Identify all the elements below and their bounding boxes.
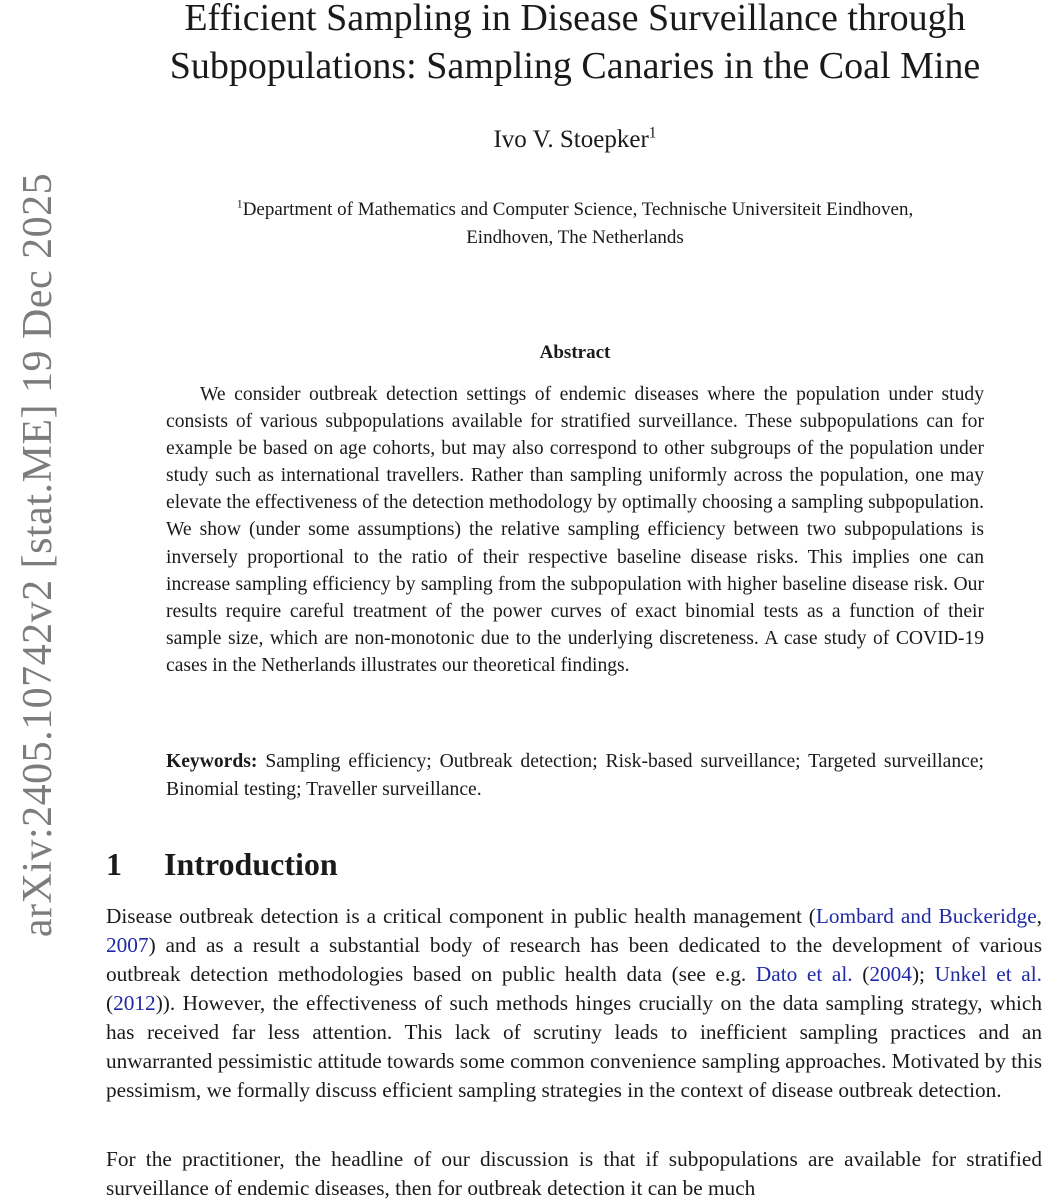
citation-link-lombard[interactable]: Lombard and Buckeridge: [815, 904, 1037, 928]
abstract-text: We consider outbreak detection settings of endemic diseases where the population under study consists of various subpopulations available for stratified surveillance. These subpopulations can for example be based on age cohorts, but may also correspond to other subgroups of the population under study such as international travellers. Rather than sampling uniformly across the population, one may elevate the effectiveness of the detection methodology by optimally choosing a sampling subpopulation. We show (under some assumptions) the relative sampling efficiency between two subpopulations is inversely proportional to the ratio of their respective baseline disease risks. This implies one can increase sampling efficiency by sampling from the subpopulation with higher baseline disease risk. Our results require careful treatment of the power curves of exact binomial tests as a function of their sample size, which are non-monotonic due to the underlying discreteness. A case study of COVID-19 cases in the Netherlands illustrates our theoretical findings.: [166, 384, 984, 676]
paper-title-line-1: Efficient Sampling in Disease Surveillance through: [184, 0, 966, 39]
keywords-label: Keywords:: [166, 751, 258, 772]
citation-year-link-unkel[interactable]: 2012: [113, 991, 156, 1015]
section-heading-introduction: [106, 842, 338, 886]
citation-year-link-lombard[interactable]: 2007: [106, 933, 149, 957]
author-affiliation-marker: 1: [648, 124, 657, 142]
intro-paragraph-1: [106, 902, 1042, 1105]
citation-link-dato[interactable]: Dato et al.: [755, 962, 853, 986]
author-name: Ivo V. Stoepker: [493, 126, 649, 153]
affiliation-marker: 1: [236, 197, 243, 211]
affiliation: [110, 196, 1040, 252]
keywords-text: Sampling efficiency; Outbreak detection; Risk-based surveillance; Targeted surveillance; Binomial testing; Traveller surveillance.: [166, 751, 984, 800]
abstract-heading: Abstract: [539, 342, 611, 363]
affiliation-line-1: Department of Mathematics and Computer Science, Technische Universiteit Eindhoven,: [242, 199, 914, 220]
intro-text: ) and as a result a substantial body of research has been dedicated to the development of various outbreak detection methodologies based on public health data (see e.g.: [106, 933, 1042, 986]
intro-text: (: [106, 991, 114, 1015]
keywords: [166, 748, 984, 803]
intro-text: )). However, the effectiveness of such methods hinges crucially on the data sampling strategy, which has received far less attention. This lack of scrutiny leads to inefficient sampling practices and an unwarranted pessimistic attitude towards some common convenience sampling approaches. Motivated by this pessimism, we formally discuss efficient sampling strategies in the context of disease outbreak detection.: [106, 991, 1042, 1102]
intro-text: ,: [1036, 904, 1042, 928]
paper-title: [110, 0, 1040, 90]
author: [110, 126, 1040, 154]
arxiv-identifier-stamp: arXiv:2405.10742v2 [stat.ME] 19 Dec 2025: [15, 172, 61, 938]
paper-title-line-2: Subpopulations: Sampling Canaries in the Coal Mine: [169, 45, 981, 87]
citation-year-link-dato[interactable]: 2004: [869, 962, 912, 986]
affiliation-line-2: Eindhoven, The Netherlands: [466, 227, 684, 248]
section-number: 1: [106, 846, 122, 882]
intro-paragraph-2: For the practitioner, the headline of our discussion is that if subpopulations are available for stratified surveillance of endemic diseases, then for outbreak detection it can be much: [106, 1147, 1042, 1200]
intro-text: Disease outbreak detection is a critical component in public health management (: [106, 904, 816, 928]
intro-text: );: [911, 962, 935, 986]
section-title: Introduction: [164, 846, 338, 882]
intro-text: (: [852, 962, 870, 986]
citation-link-unkel[interactable]: Unkel et al.: [934, 962, 1042, 986]
